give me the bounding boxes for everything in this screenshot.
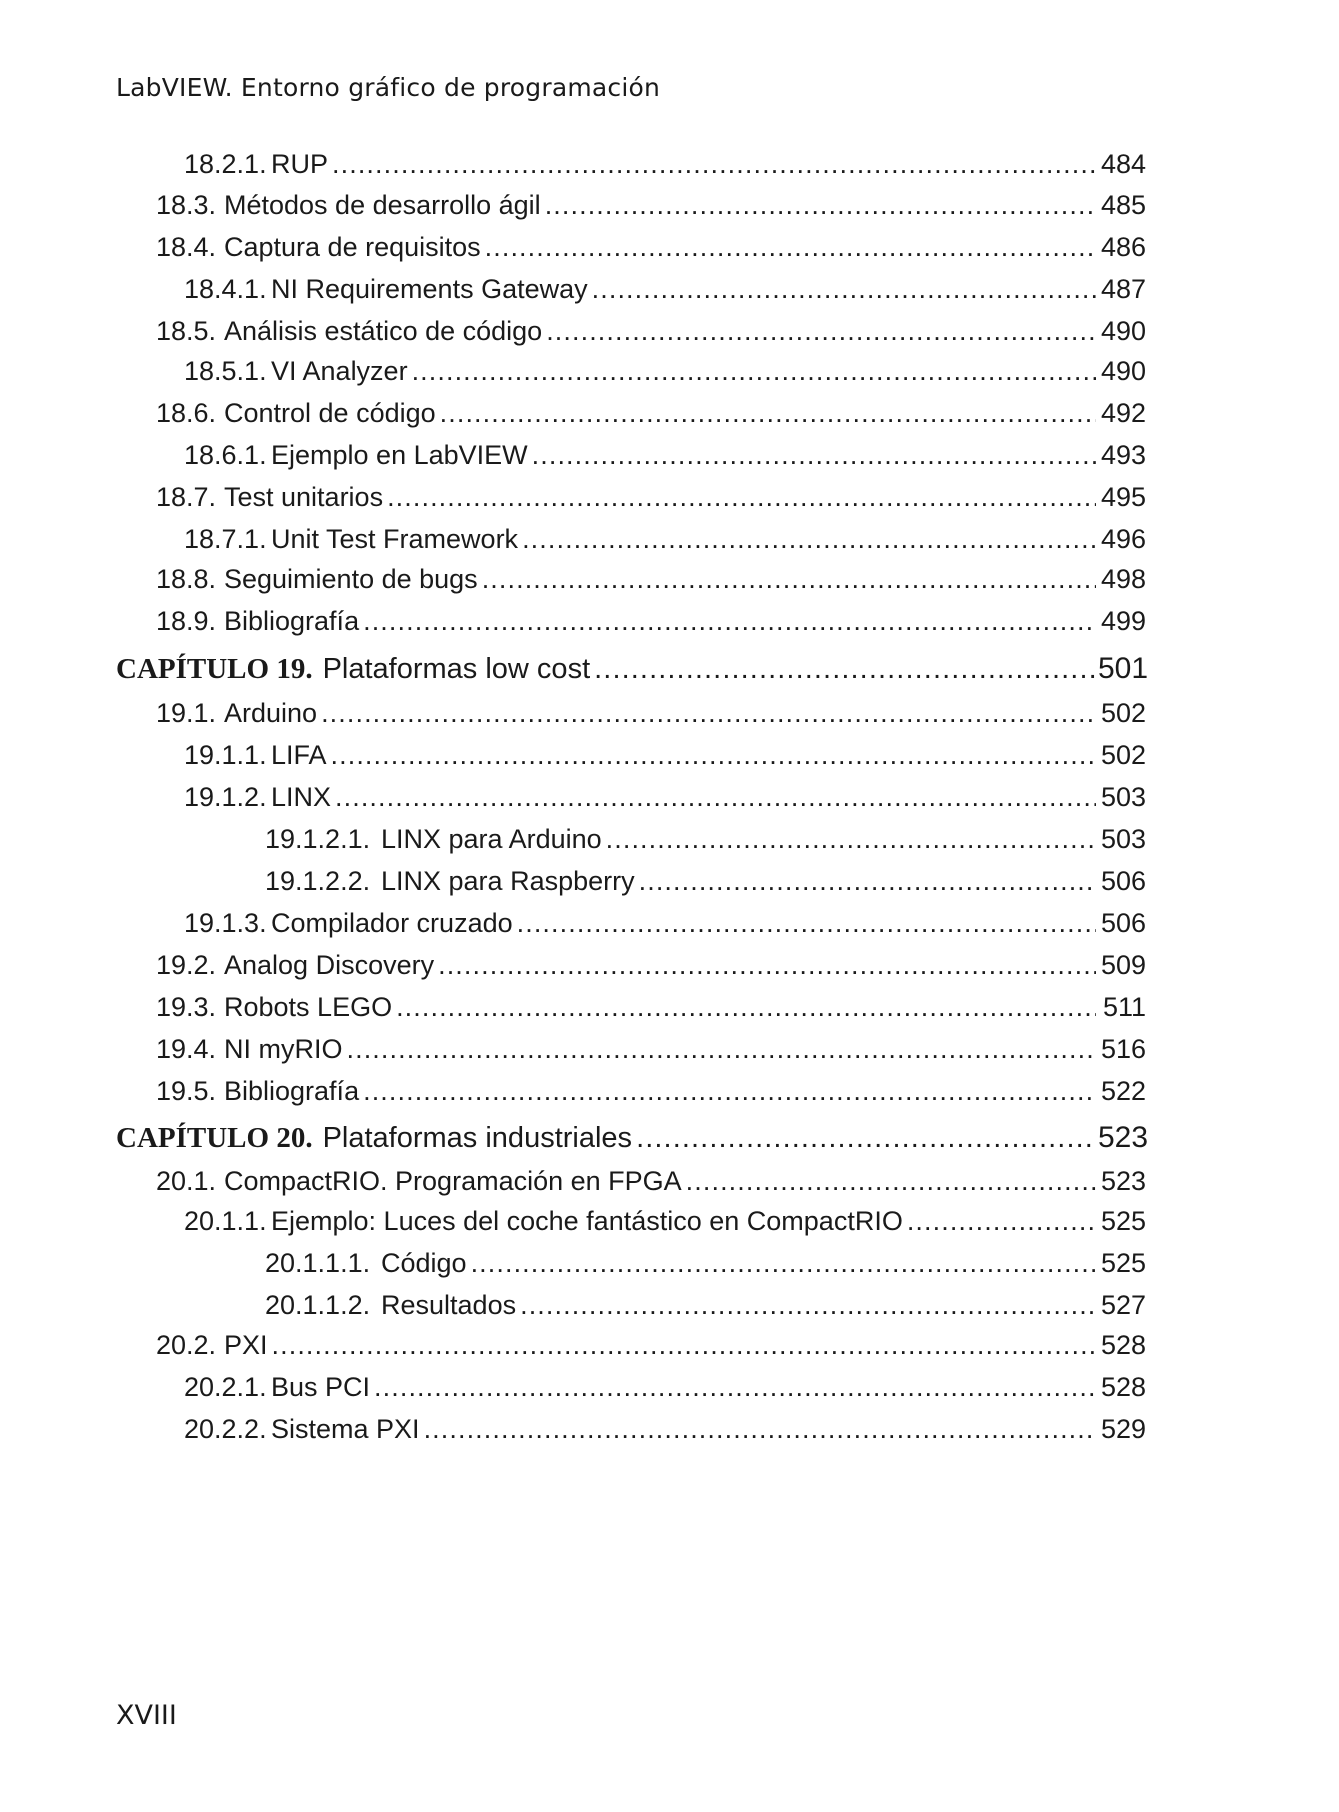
toc-entry-title: Analog Discovery (224, 950, 435, 980)
toc-entry-page: 502 (1100, 698, 1146, 728)
toc-entry-title: NI myRIO (224, 1034, 343, 1064)
toc-entry-number: 18.8. (156, 564, 217, 594)
toc-chapter-title: Plataformas industriales (322, 1122, 633, 1154)
dot-leader (532, 439, 1096, 471)
toc-entry-19-1-1 (116, 739, 1146, 771)
toc-entry-page: 499 (1100, 606, 1146, 636)
toc-entry-page: 522 (1100, 1076, 1146, 1106)
toc-entry-19-1 (116, 697, 1146, 729)
toc-entry-number: 19.1.3. (184, 908, 267, 938)
toc-entry-number: 18.6. (156, 398, 217, 428)
toc-entry-18-4 (116, 231, 1146, 263)
toc-entry-title: LIFA (271, 740, 327, 770)
toc-entry-number: 20.1.1.1. (265, 1248, 371, 1278)
toc-entry-19-2 (116, 949, 1146, 981)
dot-leader (907, 1205, 1096, 1237)
dot-leader (639, 865, 1096, 897)
toc-entry-20-1 (116, 1165, 1146, 1197)
toc-entry-18-7 (116, 481, 1146, 513)
toc-entry-number: 19.1.2.2. (265, 866, 371, 896)
toc-entry-20-2-1 (116, 1371, 1146, 1403)
toc-entry-19-3 (116, 991, 1146, 1023)
dot-leader (485, 231, 1096, 263)
toc-entry-20-2-2 (116, 1413, 1146, 1445)
toc-entry-page: 525 (1100, 1206, 1146, 1236)
toc-entry-number: 18.9. (156, 606, 217, 636)
toc-entry-page: 516 (1100, 1034, 1146, 1064)
toc-chapter-page: 523 (1098, 1121, 1149, 1154)
dot-leader (440, 397, 1096, 429)
toc-entry-18-2-1 (116, 148, 1146, 180)
dot-leader (482, 563, 1096, 595)
toc-entry-number: 18.3. (156, 190, 217, 220)
toc-entry-19-1-2-1 (116, 823, 1146, 855)
dot-leader (592, 273, 1096, 305)
toc-entry-19-1-2-2 (116, 865, 1146, 897)
dot-leader (363, 605, 1096, 637)
dot-leader (594, 653, 1096, 685)
toc-chapter-title: Plataformas low cost (322, 653, 591, 685)
toc-entry-number: 19.3. (156, 992, 217, 1022)
toc-chapter-number: CAPÍTULO 20. (116, 1122, 313, 1154)
dot-leader (686, 1165, 1096, 1197)
toc-entry-title: Test unitarios (224, 482, 384, 512)
toc-entry-number: 19.1.2.1. (265, 824, 371, 854)
toc-entry-number: 20.2.1. (184, 1372, 267, 1402)
toc-entry-page: 528 (1100, 1330, 1146, 1360)
page-number: XVIII (116, 1700, 177, 1731)
dot-leader (546, 315, 1096, 347)
toc-entry-page: 529 (1100, 1414, 1146, 1444)
toc-entry-19-4 (116, 1033, 1146, 1065)
toc-entry-page: 490 (1100, 316, 1146, 346)
toc-entry-title: Bus PCI (271, 1372, 371, 1402)
toc-entry-page: 509 (1100, 950, 1146, 980)
toc-entry-title: LINX (271, 782, 332, 812)
toc-entry-18-3 (116, 189, 1146, 221)
toc-entry-number: 19.5. (156, 1076, 217, 1106)
toc-entry-title: Arduino (224, 698, 318, 728)
dot-leader (387, 481, 1096, 513)
dot-leader (606, 823, 1096, 855)
toc-entry-page: 503 (1100, 824, 1146, 854)
toc-entry-20-1-1 (116, 1205, 1146, 1237)
toc-entry-title: RUP (271, 149, 329, 179)
dot-leader (412, 355, 1096, 387)
toc-entry-page: 503 (1100, 782, 1146, 812)
toc-entry-page: 490 (1100, 356, 1146, 386)
dot-leader (471, 1247, 1096, 1279)
toc-entry-title: LINX para Raspberry (381, 866, 635, 896)
toc-entry-page: 495 (1100, 482, 1146, 512)
toc-entry-title: VI Analyzer (271, 356, 408, 386)
toc-entry-number: 20.1. (156, 1166, 217, 1196)
dot-leader (522, 523, 1096, 555)
dot-leader (335, 781, 1096, 813)
toc-entry-title: PXI (224, 1330, 268, 1360)
running-header: LabVIEW. Entorno gráfico de programación (116, 73, 661, 102)
toc-entry-number: 20.2. (156, 1330, 217, 1360)
toc-entry-19-5 (116, 1075, 1146, 1107)
toc-entry-number: 20.1.1.2. (265, 1290, 371, 1320)
toc-entry-18-9 (116, 605, 1146, 637)
toc-entry-page: 498 (1100, 564, 1146, 594)
toc-entry-title: Ejemplo: Luces del coche fantástico en CompactRIO (271, 1206, 903, 1236)
dot-leader (332, 148, 1096, 180)
toc-entry-title: Código (381, 1248, 467, 1278)
toc-entry-number: 18.5. (156, 316, 217, 346)
toc-entry-page: 493 (1100, 440, 1146, 470)
toc-entry-number: 20.1.1. (184, 1206, 267, 1236)
toc-entry-20-2 (116, 1329, 1146, 1361)
toc-entry-title: LINX para Arduino (381, 824, 602, 854)
dot-leader (321, 697, 1096, 729)
toc-entry-18-7-1 (116, 523, 1146, 555)
toc-entry-page: 506 (1100, 908, 1146, 938)
toc-entry-19-1-2 (116, 781, 1146, 813)
toc-entry-title: Control de código (224, 398, 436, 428)
toc-entry-page: 527 (1100, 1290, 1146, 1320)
toc-entry-page: 486 (1100, 232, 1146, 262)
toc-entry-number: 19.4. (156, 1034, 217, 1064)
toc-chapter-20 (116, 1121, 1149, 1154)
toc-entry-title: Sistema PXI (271, 1414, 420, 1444)
toc-entry-20-1-1-1 (116, 1247, 1146, 1279)
toc-entry-page: 485 (1100, 190, 1146, 220)
toc-entry-title: Seguimiento de bugs (224, 564, 478, 594)
toc-entry-number: 18.2.1. (184, 149, 267, 179)
toc-entry-page: 496 (1100, 524, 1146, 554)
toc-entry-number: 20.2.2. (184, 1414, 267, 1444)
dot-leader (331, 739, 1096, 771)
dot-leader (424, 1413, 1096, 1445)
toc-entry-18-5-1 (116, 355, 1146, 387)
dot-leader (517, 907, 1096, 939)
toc-entry-page: 502 (1100, 740, 1146, 770)
toc-entry-number: 19.1. (156, 698, 217, 728)
toc-entry-page: 528 (1100, 1372, 1146, 1402)
toc-entry-title: Métodos de desarrollo ágil (224, 190, 541, 220)
toc-chapter-19 (116, 652, 1149, 685)
toc-entry-title: Robots LEGO (224, 992, 393, 1022)
toc-entry-title: Captura de requisitos (224, 232, 481, 262)
toc-entry-number: 19.2. (156, 950, 217, 980)
toc-entry-title: Unit Test Framework (271, 524, 519, 554)
toc-entry-18-6 (116, 397, 1146, 429)
dot-leader (374, 1371, 1096, 1403)
toc-entry-title: Bibliografía (224, 606, 360, 636)
toc-entry-title: Ejemplo en LabVIEW (271, 440, 528, 470)
toc-entry-number: 19.1.2. (184, 782, 267, 812)
toc-entry-number: 18.4.1. (184, 274, 267, 304)
dot-leader (363, 1075, 1096, 1107)
toc-entry-18-4-1 (116, 273, 1146, 305)
toc-entry-title: Bibliografía (224, 1076, 360, 1106)
toc-chapter-number: CAPÍTULO 19. (116, 653, 313, 685)
toc-entry-page: 484 (1100, 149, 1146, 179)
dot-leader (520, 1289, 1096, 1321)
toc-entry-number: 19.1.1. (184, 740, 267, 770)
dot-leader (636, 1122, 1096, 1154)
toc-entry-page: 523 (1100, 1166, 1146, 1196)
toc-entry-number: 18.5.1. (184, 356, 267, 386)
toc-entry-title: Análisis estático de código (224, 316, 543, 346)
toc-entry-page: 506 (1100, 866, 1146, 896)
toc-entry-20-1-1-2 (116, 1289, 1146, 1321)
dot-leader (438, 949, 1096, 981)
toc-entry-title: Resultados (381, 1290, 517, 1320)
dot-leader (347, 1033, 1097, 1065)
toc-entry-title: CompactRIO. Programación en FPGA (224, 1166, 682, 1196)
toc-entry-title: NI Requirements Gateway (271, 274, 588, 304)
toc-entry-page: 511 (1102, 992, 1146, 1022)
toc-entry-18-5 (116, 315, 1146, 347)
toc-entry-number: 18.7.1. (184, 524, 267, 554)
toc-entry-page: 487 (1100, 274, 1146, 304)
toc-chapter-page: 501 (1098, 652, 1149, 685)
dot-leader (272, 1329, 1096, 1361)
toc-entry-page: 492 (1100, 398, 1146, 428)
toc-entry-page: 525 (1100, 1248, 1146, 1278)
toc-entry-18-6-1 (116, 439, 1146, 471)
dot-leader (396, 991, 1096, 1023)
toc-entry-number: 18.7. (156, 482, 217, 512)
toc-entry-number: 18.4. (156, 232, 217, 262)
toc-entry-18-8 (116, 563, 1146, 595)
dot-leader (545, 189, 1096, 221)
toc-entry-title: Compilador cruzado (271, 908, 513, 938)
toc-entry-19-1-3 (116, 907, 1146, 939)
toc-entry-number: 18.6.1. (184, 440, 267, 470)
